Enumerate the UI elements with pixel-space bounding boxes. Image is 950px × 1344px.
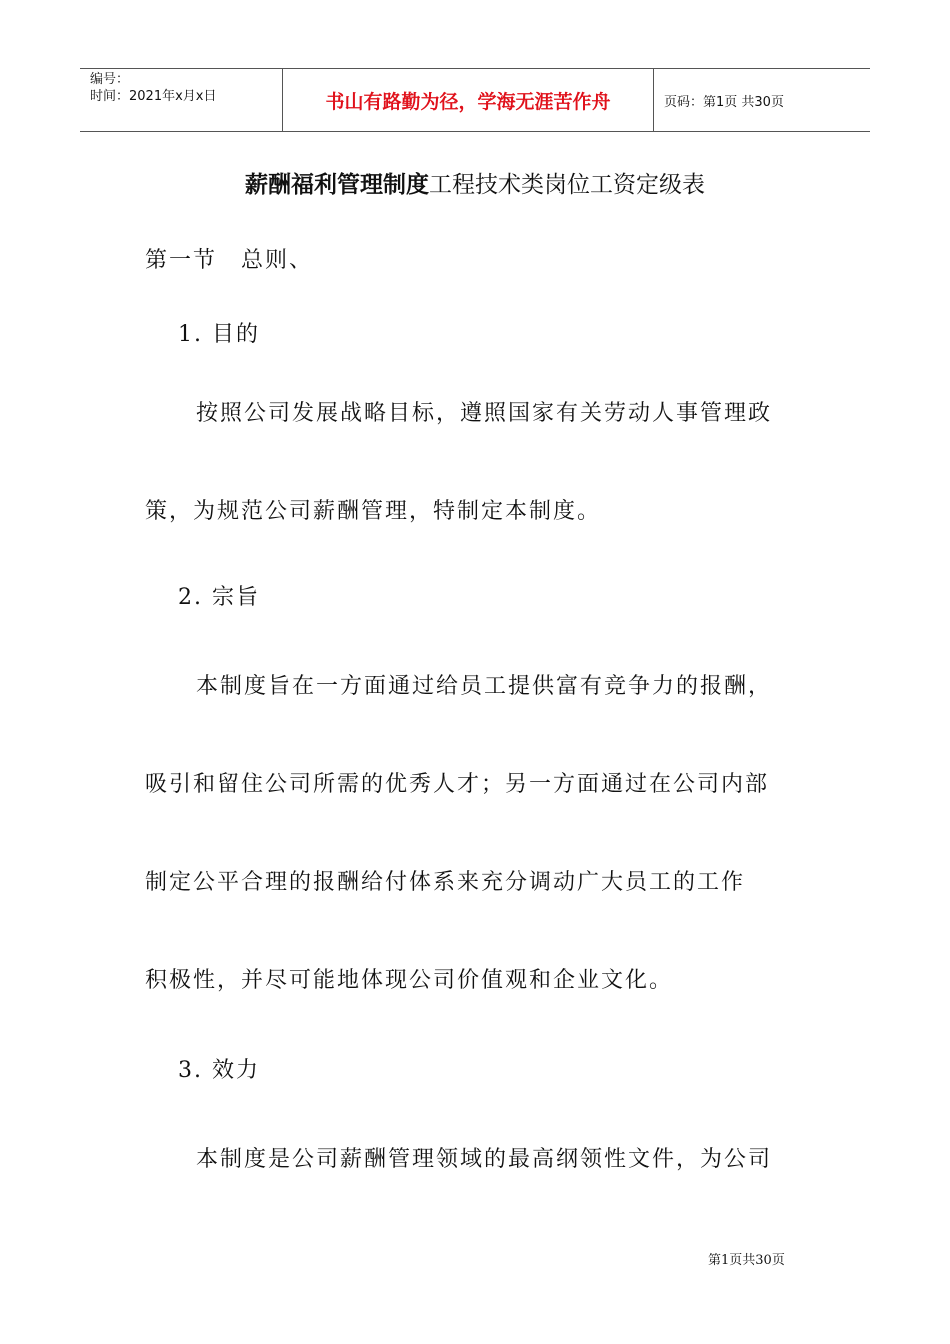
section-heading: 第一节 总则、 (145, 248, 314, 273)
header-motto: 书山有路勤为径，学海无涯苦作舟 (282, 69, 654, 131)
subheading-aim: 2. 宗旨 (178, 585, 260, 610)
paragraph-line: 本制度旨在一方面通过给员工提供富有竞争力的报酬， (196, 674, 773, 699)
subheading-purpose: 1. 目的 (178, 322, 260, 347)
document-date: 时间：2021年x月x日 (90, 89, 217, 104)
header-meta (80, 69, 282, 131)
title-bold-part: 薪酬福利管理制度 (245, 171, 429, 198)
subheading-validity: 3. 效力 (178, 1058, 260, 1083)
header-page-info: 页码：第1页 共30页 (664, 94, 784, 110)
document-number-label: 编号： (90, 72, 130, 87)
paragraph-line: 策，为规范公司薪酬管理，特制定本制度。 (145, 499, 602, 524)
paragraph-line: 吸引和留住公司所需的优秀人才；另一方面通过在公司内部 (145, 772, 770, 797)
page-header (80, 68, 870, 132)
paragraph-line: 制定公平合理的报酬给付体系来充分调动广大员工的工作 (145, 870, 746, 895)
document-title (0, 166, 950, 199)
paragraph-line: 本制度是公司薪酬管理领域的最高纲领性文件，为公司 (196, 1147, 773, 1172)
page-footer: 第1页共30页 (708, 1253, 785, 1268)
paragraph-line: 按照公司发展战略目标，遵照国家有关劳动人事管理政 (196, 401, 773, 426)
paragraph-line: 积极性，并尽可能地体现公司价值观和企业文化。 (145, 968, 674, 993)
title-rest: 工程技术类岗位工资定级表 (429, 172, 705, 198)
